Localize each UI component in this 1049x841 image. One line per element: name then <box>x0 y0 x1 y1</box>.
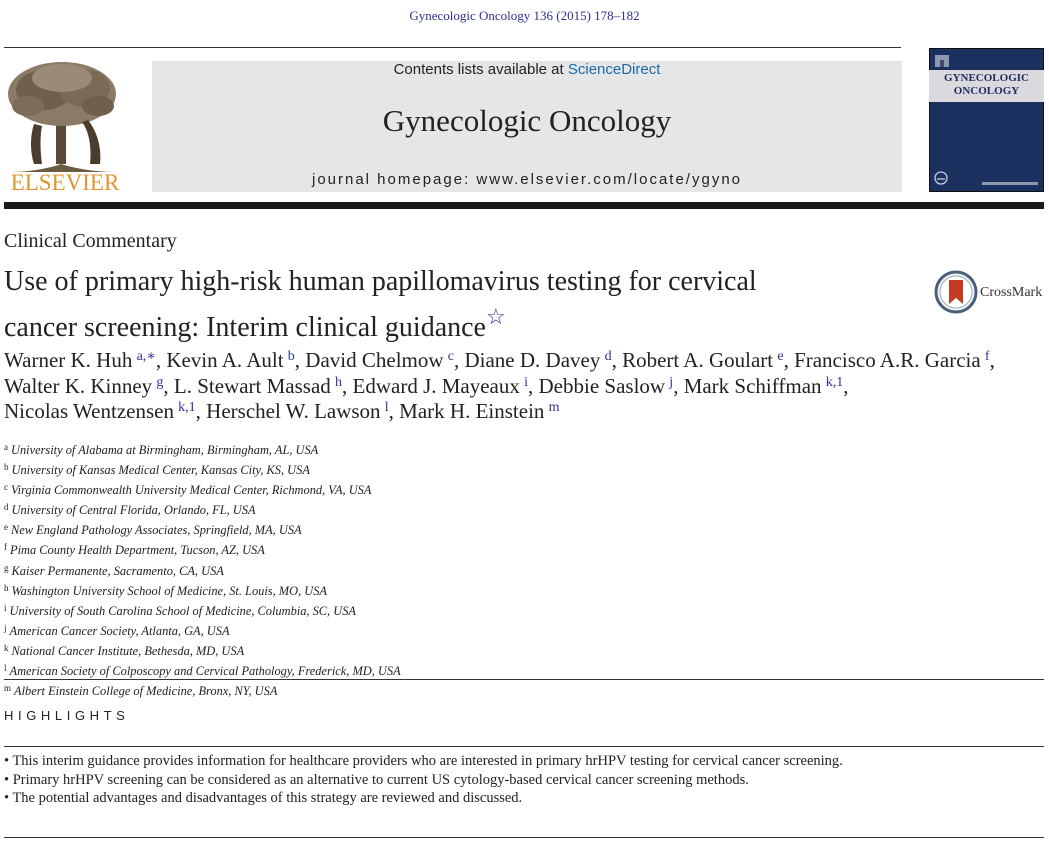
tree-icon <box>8 62 116 172</box>
affiliation-item <box>4 439 401 459</box>
affiliation-item <box>4 660 401 680</box>
cover-logo-icon <box>934 54 950 68</box>
author-name[interactable]: Edward J. Mayeaux <box>352 373 520 398</box>
affiliation-label: j <box>4 622 7 633</box>
affiliation-item <box>4 680 401 700</box>
sciencedirect-link[interactable]: ScienceDirect <box>567 61 661 78</box>
author-affiliation-sup[interactable]: j <box>669 374 674 390</box>
author-separator: , <box>294 348 306 372</box>
header-rule <box>4 47 901 48</box>
author-separator: , <box>843 373 849 398</box>
author-separator: , <box>155 348 167 372</box>
affiliation-text: New England Pathology Associates, Springfield, MA, USA <box>11 523 302 538</box>
affiliation-label: a <box>4 442 8 452</box>
article-title <box>4 264 884 345</box>
contents-prefix: Contents lists available at <box>393 61 568 78</box>
affiliation-item <box>4 560 401 580</box>
author-separator: , <box>163 373 174 398</box>
affiliation-text: Virginia Commonwealth University Medical Center, Richmond, VA, USA <box>11 483 372 498</box>
elsevier-wordmark: ELSEVIER <box>10 170 120 192</box>
contents-line <box>152 61 902 78</box>
affiliation-label: d <box>4 502 9 513</box>
affiliation-list <box>4 439 401 700</box>
journal-homepage[interactable]: journal homepage: www.elsevier.com/locate/ygyno <box>311 171 742 188</box>
affiliation-item <box>4 600 401 620</box>
journal-title: Gynecologic Oncology <box>382 103 672 138</box>
bottom-rule <box>4 837 1044 838</box>
author-name[interactable]: Nicolas Wentzensen <box>4 399 174 423</box>
affiliation-label: m <box>4 683 12 694</box>
affiliation-text: National Cancer Institute, Bethesda, MD, USA <box>11 643 245 658</box>
author-name[interactable]: Debbie Saslow <box>538 373 666 398</box>
cover-title-line1: GYNECOLOGIC <box>944 72 1029 84</box>
author-name[interactable]: Warner K. Huh <box>4 348 133 372</box>
author-affiliation-sup[interactable]: h <box>335 374 343 390</box>
highlight-item: • The potential advantages and disadvantages of this strategy are reviewed and discussed. <box>4 790 523 806</box>
cover-publisher-line <box>982 182 1038 185</box>
title-footnote-star-icon[interactable]: ☆ <box>485 304 506 329</box>
cover-title <box>929 72 1044 98</box>
author-separator: , <box>783 348 795 372</box>
author-name[interactable]: Walter K. Kinney <box>4 373 153 398</box>
article-title-line2 <box>4 299 884 345</box>
author-separator: , <box>195 399 207 423</box>
article-title-line2-text: cancer screening: Interim clinical guidance <box>4 312 486 343</box>
author-name[interactable]: Robert A. Goulart <box>622 348 774 372</box>
crossmark-label[interactable]: CrossMark <box>980 285 1043 300</box>
author-name[interactable]: Kevin A. Ault <box>166 348 284 372</box>
affiliation-item <box>4 620 401 640</box>
affiliation-item <box>4 499 401 519</box>
affiliation-label: e <box>4 522 8 533</box>
affiliation-text: American Society of Colposcopy and Cervical Pathology, Frederick, MD, USA <box>9 664 401 679</box>
author-separator: , <box>388 399 400 423</box>
affiliation-item <box>4 539 401 559</box>
author-affiliation-sup[interactable]: i <box>524 374 528 390</box>
author-separator: , <box>673 373 684 398</box>
affiliation-text: Pima County Health Department, Tucson, AZ, USA <box>10 543 265 558</box>
highlight-item: • Primary hrHPV screening can be considered as an alternative to current US cytology-based cervical cancer screening methods. <box>4 771 749 788</box>
highlights-list <box>4 752 843 808</box>
author-name[interactable]: Herschel W. Lawson <box>206 399 381 423</box>
author-affiliation-sup[interactable]: g <box>156 374 164 390</box>
affiliation-label: f <box>4 542 7 553</box>
affiliation-label: b <box>4 462 9 473</box>
author-affiliation-sup[interactable]: c <box>447 349 454 364</box>
author-separator: , <box>611 348 623 372</box>
affiliation-text: University of South Carolina School of Medicine, Columbia, SC, USA <box>9 603 356 618</box>
affiliation-item <box>4 640 401 660</box>
header-thick-rule <box>4 202 1044 209</box>
affiliation-text: Kaiser Permanente, Sacramento, CA, USA <box>11 563 224 578</box>
author-separator: , <box>342 373 353 398</box>
cover-emblem-icon <box>933 170 949 186</box>
article-title-line1: Use of primary high-risk human papillomavirus testing for cervical <box>4 266 757 297</box>
author-separator: , <box>989 348 995 372</box>
cover-title-line2: ONCOLOGY <box>953 85 1020 97</box>
author-list <box>4 348 1049 425</box>
affiliation-text: American Cancer Society, Atlanta, GA, USA <box>9 623 230 638</box>
affiliation-item <box>4 459 401 479</box>
author-separator: , <box>453 348 465 372</box>
author-affiliation-sup[interactable]: k,1 <box>825 374 844 390</box>
elsevier-logo[interactable] <box>4 60 126 192</box>
author-affiliation-sup[interactable]: b <box>287 349 295 364</box>
affiliation-label: i <box>4 602 7 613</box>
affiliation-text: Albert Einstein College of Medicine, Bronx, NY, USA <box>14 684 278 699</box>
author-affiliation-sup[interactable]: e <box>777 349 784 364</box>
affiliation-text: University of Kansas Medical Center, Kansas City, KS, USA <box>11 463 310 478</box>
author-affiliation-sup[interactable]: m <box>548 400 560 415</box>
highlight-item: • This interim guidance provides information for healthcare providers who are interested in primary hrHPV testing for cervical cancer screening. <box>4 753 843 769</box>
author-affiliation-sup[interactable]: d <box>604 349 612 364</box>
affiliation-label: c <box>4 482 8 493</box>
journal-citation[interactable]: Gynecologic Oncology 136 (2015) 178–182 <box>409 8 640 23</box>
article-type: Clinical Commentary <box>4 230 177 252</box>
author-separator: , <box>528 373 539 398</box>
author-name[interactable]: Francisco A.R. Garcia <box>794 348 981 372</box>
author-name[interactable]: David Chelmow <box>305 348 444 372</box>
author-name[interactable]: Mark H. Einstein <box>399 399 545 423</box>
affiliation-text: University of Central Florida, Orlando, FL, USA <box>11 503 256 518</box>
affiliation-label: k <box>4 642 9 653</box>
affiliation-label: l <box>4 663 7 674</box>
affiliation-item <box>4 479 401 499</box>
author-name[interactable]: Diane D. Davey <box>464 348 601 372</box>
author-name[interactable]: L. Stewart Massad <box>173 373 331 398</box>
affiliation-text: Washington University School of Medicine, St. Louis, MO, USA <box>11 583 327 598</box>
author-affiliation-sup[interactable]: l <box>384 400 389 415</box>
affiliation-item <box>4 580 401 600</box>
highlights-rule <box>4 746 1044 747</box>
author-affiliation-sup[interactable]: a,∗ <box>136 349 156 364</box>
affiliation-text: University of Alabama at Birmingham, Birmingham, AL, USA <box>11 443 319 457</box>
crossmark-icon[interactable] <box>934 270 978 314</box>
highlights-heading: HIGHLIGHTS <box>4 708 130 723</box>
author-name[interactable]: Mark Schiffman <box>683 373 822 398</box>
affiliation-label: g <box>4 562 9 573</box>
affiliation-label: h <box>4 582 9 593</box>
author-affiliation-sup[interactable]: f <box>984 349 990 364</box>
author-affiliation-sup[interactable]: k,1 <box>178 400 196 415</box>
section-rule <box>4 679 1044 680</box>
affiliation-item <box>4 519 401 539</box>
